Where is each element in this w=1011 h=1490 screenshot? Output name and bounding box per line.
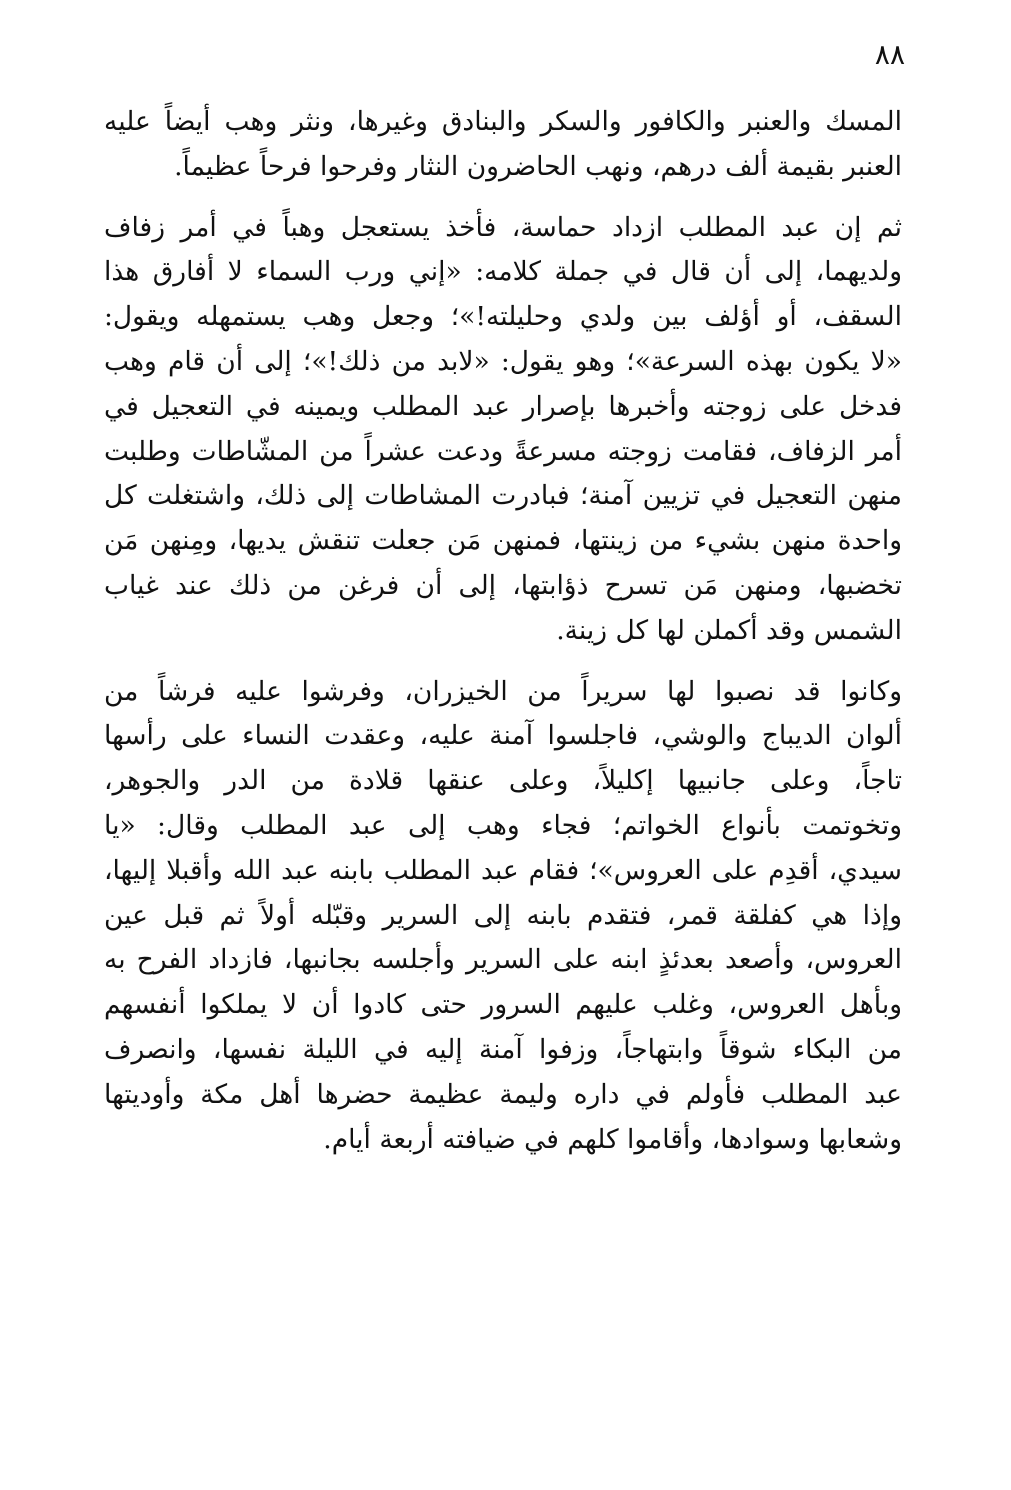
paragraph-2	[104, 206, 902, 654]
body-text	[104, 100, 902, 1162]
text-line: من البكاء شوقاً وابتهاجاً، وزفوا آمنة إليه في الليلة نفسها، وانصرف	[104, 1033, 902, 1065]
text-line: أمر الزفاف، فقامت زوجته مسرعةً ودعت عشراً من المشّاطات وطلبت	[104, 435, 902, 467]
text-line: تاجاً، وعلى جانبيها إكليلاً، وعلى عنقها قلادة من الدر والجوهر،	[104, 765, 902, 797]
text-line: العروس، وأصعد بعدئذٍ ابنه على السرير وأجلسه بجانبها، فازداد الفرح به	[104, 944, 902, 976]
text-line: عبد المطلب فأولم في داره وليمة عظيمة حضرها أهل مكة وأوديتها	[104, 1078, 902, 1110]
text-line: الشمس وقد أكملن لها كل زينة.	[556, 614, 902, 646]
text-line: السقف، أو أؤلف بين ولدي وحليلته!»؛ وجعل وهب يستمهله ويقول:	[104, 301, 902, 333]
text-line: سيدي، أقدِم على العروس»؛ فقام عبد المطلب بابنه عبد الله وأقبلا إليها،	[104, 854, 902, 886]
text-line: وكانوا قد نصبوا لها سريراً من الخيزران، وفرشوا عليه فرشاً من	[104, 675, 902, 707]
text-line: ألوان الديباج والوشي، فاجلسوا آمنة عليه، وعقدت النساء على رأسها	[104, 720, 902, 752]
text-line: فدخل على زوجته وأخبرها بإصرار عبد المطلب ويمينه في التعجيل في	[104, 390, 902, 422]
paragraph-spacer	[104, 654, 902, 670]
paragraph-spacer	[104, 190, 902, 206]
text-line: وشعابها وسوادها، وأقاموا كلهم في ضيافته أربعة أيام.	[323, 1123, 902, 1155]
text-line: العنبر بقيمة ألف درهم، ونهب الحاضرون النثار وفرحوا فرحاً عظيماً.	[174, 150, 902, 182]
text-line: «لا يكون بهذه السرعة»؛ وهو يقول: «لابد من ذلك!»؛ إلى أن قام وهب	[104, 345, 902, 377]
text-line: ثم إن عبد المطلب ازداد حماسة، فأخذ يستعجل وهباً في أمر زفاف	[104, 211, 902, 243]
paragraph-3	[104, 670, 902, 1163]
text-line: وتخوتمت بأنواع الخواتم؛ فجاء وهب إلى عبد المطلب وقال: «يا	[104, 809, 902, 841]
text-line: منهن التعجيل في تزيين آمنة؛ فبادرت المشاطات إلى ذلك، واشتغلت كل	[104, 480, 902, 512]
text-line: المسك والعنبر والكافور والسكر والبنادق وغيرها، ونثر وهب أيضاً عليه	[104, 106, 902, 137]
text-line: وبأهل العروس، وغلب عليهم السرور حتى كادوا أن لا يملكوا أنفسهم	[104, 989, 902, 1021]
page-number: ٨٨	[874, 38, 905, 71]
paragraph-1	[104, 100, 902, 190]
text-line: ولديهما، إلى أن قال في جملة كلامه: «إني ورب السماء لا أفارق هذا	[104, 256, 902, 288]
text-line: تخضبها، ومنهن مَن تسرح ذؤابتها، إلى أن فرغن من ذلك عند غياب	[104, 569, 902, 601]
text-line: وإذا هي كفلقة قمر، فتقدم بابنه إلى السرير وقبّله أولاً ثم قبل عين	[104, 899, 902, 931]
text-line: واحدة منهن بشيء من زينتها، فمنهن مَن جعلت تنقش يديها، ومِنهن مَن	[104, 525, 902, 557]
